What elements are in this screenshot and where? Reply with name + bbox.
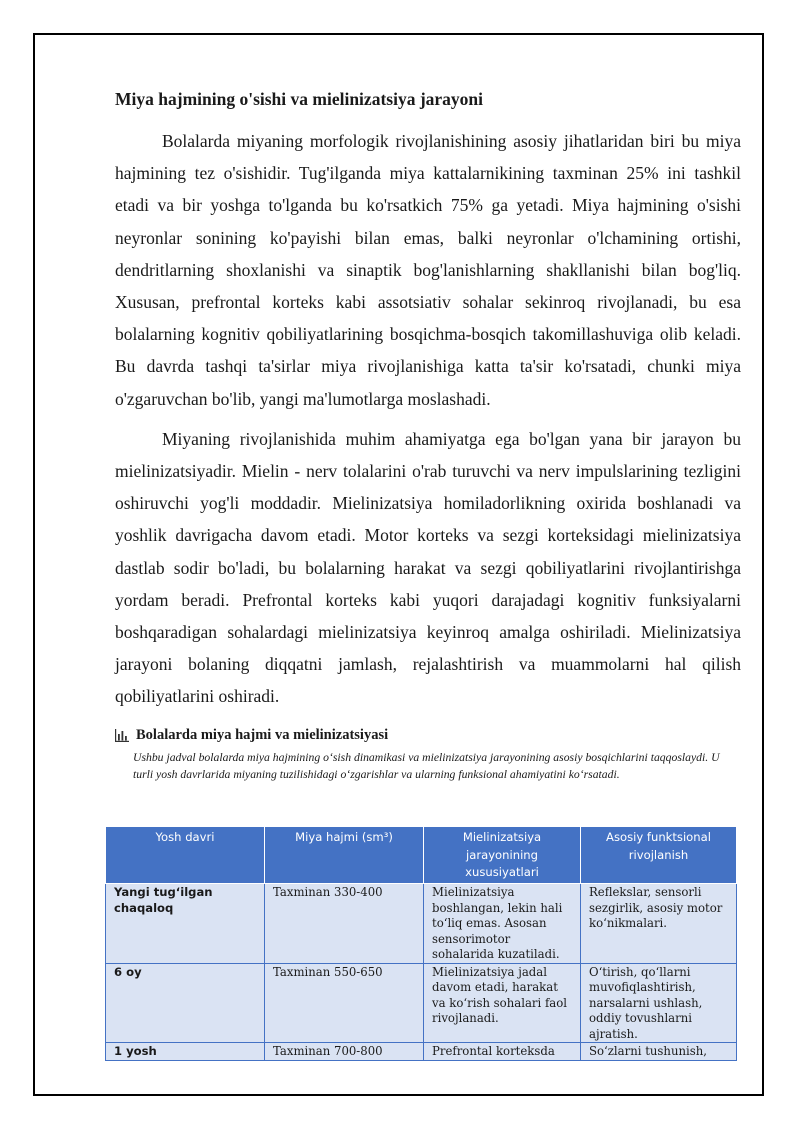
cell-myelination: Mielinizatsiya jadal davom etadi, harakat va ko‘rish sohalari faol rivojlanadi. [424,963,581,1043]
cell-myelination: Mielinizatsiya boshlangan, lekin hali to‘liq emas. Asosan sensorimotor sohalarida kuzatiladi. [424,884,581,964]
table-description: Ushbu jadval bolalarda miya hajmining o‘sish dinamikasi va mielinizatsiya jarayonining asosiy bosqichlarini taqqoslaydi. U turli yosh davrlarida miyaning tuzilishidagi o‘zgarishlar va ularning funksional ahamiyatini ko‘rsatadi. [133,750,720,782]
header-brain-volume: Miya hajmi (sm³) [265,827,424,884]
document-body [115,83,741,784]
table-row [106,963,737,1043]
table-caption [115,724,741,746]
header-age-period: Yosh davri [106,827,265,884]
table-row [106,884,737,964]
cell-myelination-text: Prefrontal korteksda [432,1044,555,1058]
header-functional-development: Asosiy funktsional rivojlanish [581,827,737,884]
cell-function-text: So‘zlarni tushunish, [589,1044,707,1058]
cell-volume [265,1043,424,1061]
cell-myelination [424,1043,581,1061]
paragraph-myelination: Miyaning rivojlanishida muhim ahamiyatga ega bo'lgan yana bir jarayon bu mielinizatsiyadir. Mielin - nerv tolalarini o'rab turuvchi va nerv impulslarining tezligini oshiruvchi yog'li moddadir. Mielinizatsiya homiladorlikning oxirida boshlanadi va yoshlik davrigacha davom etadi. Motor korteks va sezgi korteksidagi mielinizatsiya dastlab sodir bo'ladi, bu bolalarning harakat va sezgi qobiliyatlarini rivojlantirishga yordam beradi. Prefrontal korteks kabi yuqori darajadagi kognitiv funksiyalarni boshqaradigan sohalardagi mielinizatsiya keyinroq amalga oshiriladi. Mielinizatsiya jarayoni bolaning diqqatni jamlash, rejalashtirish va muammolarni hal qilish qobiliyatlarini oshiradi. [115,428,741,707]
cell-volume: Taxminan 330-400 [265,884,424,964]
table-header-row [106,827,737,884]
cell-age: Yangi tug‘ilgan chaqaloq [106,884,265,964]
cell-volume: Taxminan 550-650 [265,963,424,1043]
cell-age-text: 1 yosh [114,1044,157,1058]
header-myelination-features: Mielinizatsiya jarayonining xususiyatlari [424,827,581,884]
cell-volume-text: Taxminan 700-800 [273,1044,383,1058]
table-row [106,1043,737,1061]
section-heading: Miya hajmining o'sishi va mielinizatsiya jarayoni [115,89,484,109]
brain-development-table [105,826,737,1061]
cell-function: Reflekslar, sensorli sezgirlik, asosiy motor ko‘nikmalari. [581,884,737,964]
bar-chart-icon [115,729,129,742]
cell-function [581,1043,737,1061]
cell-function: O‘tirish, qo‘llarni muvofiqlashtirish, narsalarni ushlash, oddiy tovushlarni ajratish. [581,963,737,1043]
cell-age [106,1043,265,1061]
table-title: Bolalarda miya hajmi va mielinizatsiyasi [136,726,389,743]
cell-age: 6 oy [106,963,265,1043]
paragraph-brain-volume: Bolalarda miyaning morfologik rivojlanishining asosiy jihatlaridan biri bu miya hajmining tez o'sishidir. Tug'ilganda miya kattalarnikining taxminan 25% ini tashkil etadi va bir yoshga to'lganda bu ko'rsatkich 75% ga yetadi. Miya hajmining o'sishi neyronlar sonining ko'payishi bilan emas, balki neyronlar o'lchamining ortishi, dendritlarning shoxlanishi va sinaptik bog'lanishlarning shakllanishi bilan bog'liq. Xususan, prefrontal korteks kabi assotsiativ sohalar sekinroq rivojlanadi, bu esa bolalarning kognitiv qobiliyatlarining bosqichma-bosqich takomillashuviga olib keladi. Bu davrda tashqi ta'sirlar miya rivojlanishiga katta ta'sir ko'rsatadi, chunki miya o'zgaruvchan bo'lib, yangi ma'lumotlarga moslashadi. [115,131,741,409]
